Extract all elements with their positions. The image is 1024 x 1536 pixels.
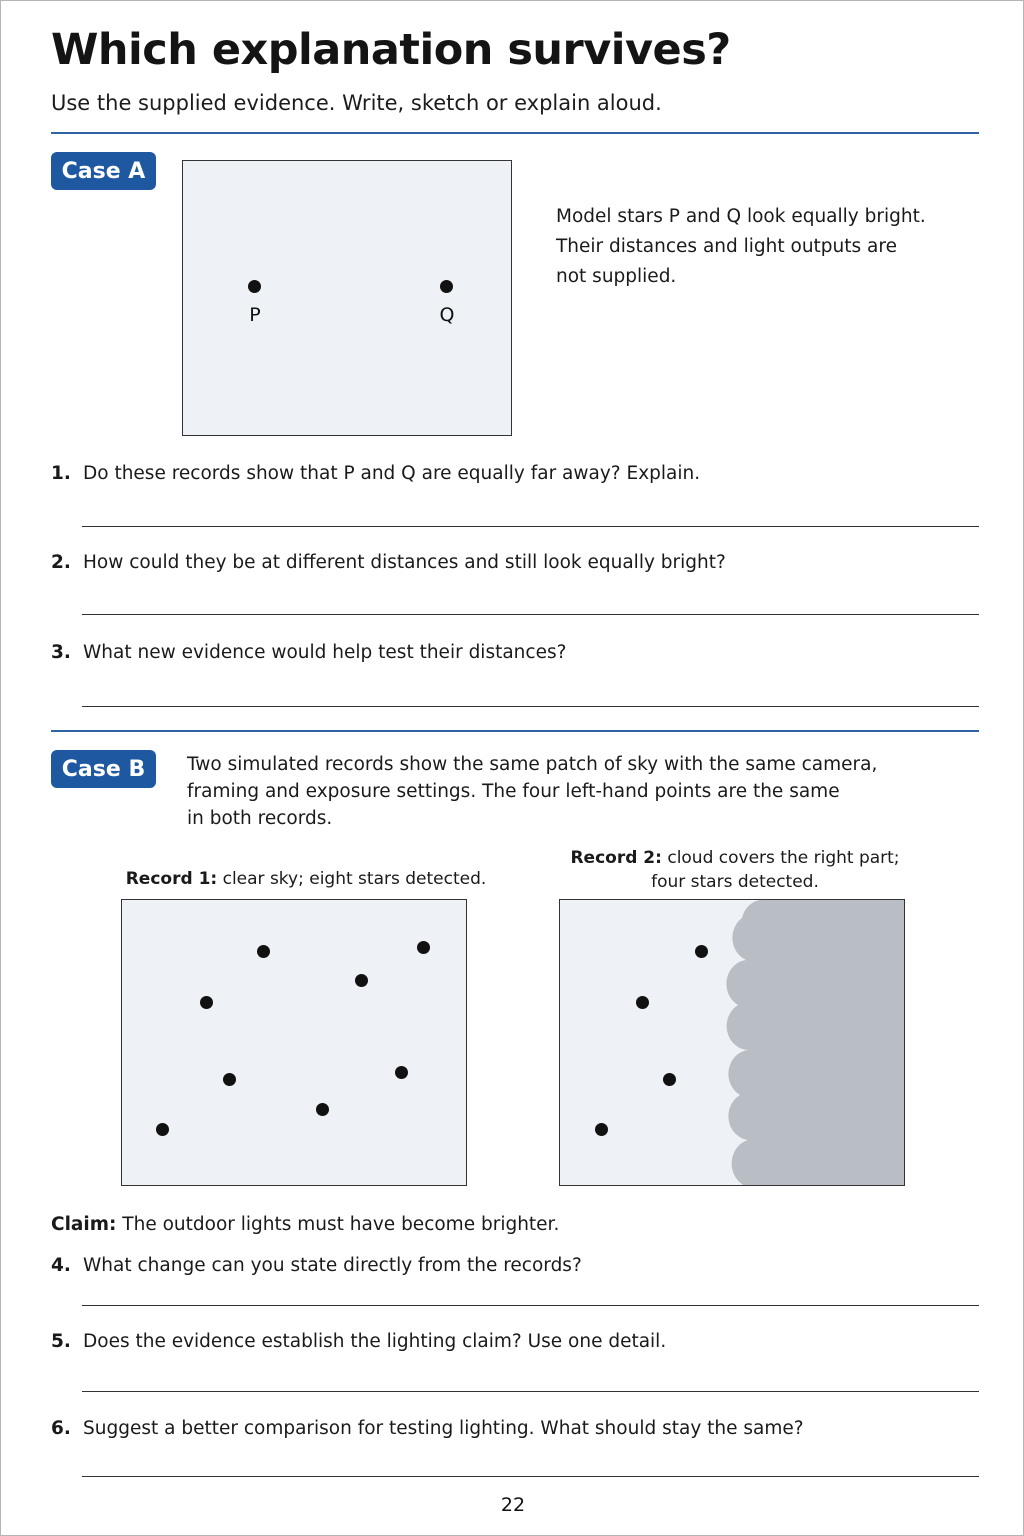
claim-text: The outdoor lights must have become brighter. (116, 1214, 560, 1235)
star-p-dot (248, 280, 261, 293)
question-4 (51, 1255, 582, 1276)
question-text: What change can you state directly from the records? (83, 1255, 582, 1276)
question-3 (51, 642, 566, 663)
record-1-label: Record 1: (125, 869, 218, 889)
star-p-label: P (249, 304, 261, 326)
answer-line-6[interactable] (82, 1476, 979, 1477)
case-b-description-line: Two simulated records show the same patch of sky with the same camera, (187, 754, 878, 775)
case-b-description (187, 751, 877, 832)
question-number: 4. (51, 1255, 71, 1276)
record-1-caption (121, 867, 491, 891)
cloud-shape (726, 900, 905, 1186)
case-a-description-line: Their distances and light outputs are (556, 236, 897, 257)
record-1-star (417, 941, 430, 954)
question-number: 5. (51, 1331, 71, 1352)
question-number: 6. (51, 1418, 71, 1439)
record-2-star (695, 945, 708, 958)
record-1-star (257, 945, 270, 958)
case-a-description-line: Model stars P and Q look equally bright. (556, 206, 926, 227)
question-number: 2. (51, 552, 71, 573)
question-2 (51, 552, 726, 573)
question-5 (51, 1331, 666, 1352)
case-a-star-panel (182, 160, 512, 436)
answer-line-3[interactable] (82, 706, 979, 707)
star-q-label: Q (439, 304, 455, 326)
record-2-star (663, 1073, 676, 1086)
section-divider (51, 132, 979, 134)
section-divider (51, 730, 979, 732)
record-1-star (223, 1073, 236, 1086)
cloud-cover (560, 900, 905, 1186)
case-a-badge: Case A (51, 152, 156, 190)
question-1 (51, 463, 700, 484)
question-number: 1. (51, 463, 71, 484)
page-title: Which explanation survives? (51, 25, 731, 75)
record-1-panel (121, 899, 467, 1186)
claim-label: Claim: (51, 1214, 117, 1235)
record-1-text: clear sky; eight stars detected. (217, 869, 487, 889)
record-2-label: Record 2: (570, 848, 662, 868)
record-1-star (395, 1066, 408, 1079)
claim-statement (51, 1214, 559, 1235)
question-text: Does the evidence establish the lighting claim? Use one detail. (83, 1331, 667, 1352)
question-text: How could they be at different distances and still look equally bright? (83, 552, 726, 573)
answer-line-2[interactable] (82, 614, 979, 615)
record-1-star (316, 1103, 329, 1116)
case-b-description-line: in both records. (187, 808, 333, 829)
case-b-badge: Case B (51, 750, 156, 788)
answer-line-5[interactable] (82, 1391, 979, 1392)
record-2-star (595, 1123, 608, 1136)
question-text: Suggest a better comparison for testing lighting. What should stay the same? (83, 1418, 804, 1439)
star-q-dot (440, 280, 453, 293)
page-number: 22 (500, 1494, 526, 1516)
record-2-caption (561, 846, 909, 894)
question-text: Do these records show that P and Q are equally far away? Explain. (83, 463, 701, 484)
question-6 (51, 1418, 804, 1439)
page-subtitle: Use the supplied evidence. Write, sketch or explain aloud. (51, 91, 662, 115)
record-1-star (355, 974, 368, 987)
question-text: What new evidence would help test their distances? (83, 642, 567, 663)
record-2-star (636, 996, 649, 1009)
record-1-star (200, 996, 213, 1009)
record-2-text-line2: four stars detected. (651, 872, 819, 892)
case-a-description (556, 202, 926, 292)
case-a-description-line: not supplied. (556, 266, 677, 287)
case-b-description-line: framing and exposure settings. The four left-hand points are the same (187, 781, 840, 802)
answer-line-4[interactable] (82, 1305, 979, 1306)
record-2-text-line1: cloud covers the right part; (661, 848, 900, 868)
record-1-star (156, 1123, 169, 1136)
record-2-panel (559, 899, 905, 1186)
answer-line-1[interactable] (82, 526, 979, 527)
question-number: 3. (51, 642, 71, 663)
